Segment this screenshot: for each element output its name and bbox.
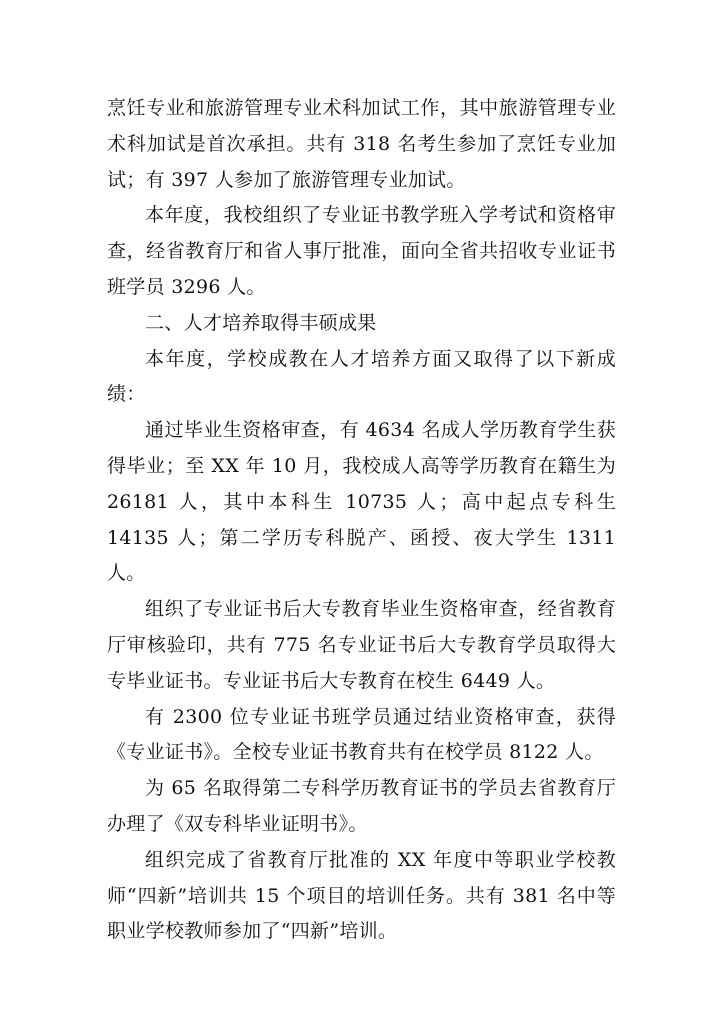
paragraph-certificate-enrollment: 本年度，我校组织了专业证书教学班入学考试和资格审查，经省教育厅和省人事厅批准，面向全省共招收专业证书班学员 3296 人。 bbox=[107, 204, 616, 298]
paragraph-teacher-training: 组织完成了省教育厅批准的 XX 年度中等职业学校教师“四新”培训共 15 个项目的培训任务。共有 381 名中等职业学校教师参加了“四新”培训。 bbox=[107, 848, 616, 943]
section-heading: 二、人才培养取得丰硕成果 bbox=[145, 311, 377, 334]
paragraph-continuation: 烹饪专业和旅游管理专业术科加试工作，其中旅游管理专业术科加试是首次承担。共有 318 名考生参加了烹饪专业加试；有 397 人参加了旅游管理专业加试。 bbox=[107, 97, 616, 191]
paragraph-college-certificate: 组织了专业证书后大专教育毕业生资格审查，经省教育厅审核验印，共有 775 名专业证书后大专教育学员取得大专毕业证书。专业证书后大专教育在校生 6449 人。 bbox=[107, 598, 616, 692]
paragraph-double-diploma: 为 65 名取得第二专科学历教育证书的学员去省教育厅办理了《双专科毕业证明书》。 bbox=[107, 777, 616, 835]
paragraph-graduates: 通过毕业生资格审查，有 4634 名成人学历教育学生获得毕业；至 XX 年 10 月，我校成人高等学历教育在籍生为 26181 人，其中本科生 10735 人；高中起点专科生 14135 人；第二学历专科脱产、函授、夜大学生 1311 人。 bbox=[107, 419, 623, 585]
paragraph-professional-certificate: 有 2300 位专业证书班学员通过结业资格审查，获得《专业证书》。全校专业证书教育共有在校学员 8122 人。 bbox=[107, 705, 616, 764]
paragraph-intro: 本年度，学校成教在人才培养方面又取得了以下新成绩： bbox=[107, 347, 616, 406]
